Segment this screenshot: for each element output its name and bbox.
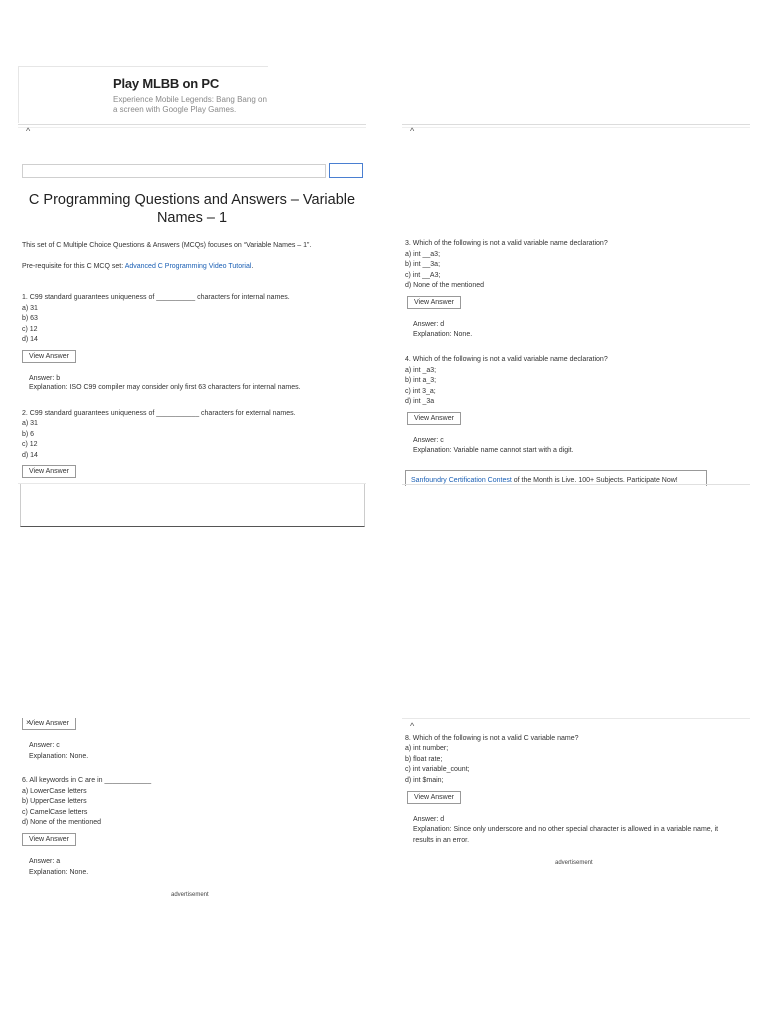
answer-6: Answer: a	[29, 858, 61, 865]
answer-5: Answer: c	[29, 742, 60, 749]
view-answer-button[interactable]: View Answer	[407, 791, 461, 804]
explanation-8-continued: results in an error.	[413, 837, 470, 844]
explanation-4: Explanation: Variable name cannot start with a digit.	[413, 447, 574, 454]
divider	[402, 718, 750, 719]
option: a) int number;	[405, 745, 449, 752]
embedded-frame	[20, 484, 365, 527]
divider	[18, 127, 366, 128]
option: a) int _a3;	[405, 367, 437, 374]
option: a) 31	[22, 305, 38, 312]
option: b) int __3a;	[405, 261, 441, 268]
option: b) UpperCase letters	[22, 798, 87, 805]
option: c) int 3_a;	[405, 388, 436, 395]
page-title: C Programming Questions and Answers – Variable Names – 1	[28, 192, 356, 226]
prerequisite-text	[22, 262, 253, 273]
explanation-1: Explanation: ISO C99 compiler may consider only first 63 characters for internal names.	[29, 384, 301, 391]
option: c) 12	[22, 441, 38, 448]
option: d) 14	[22, 452, 38, 459]
answer-1: Answer: b	[29, 375, 61, 382]
option: b) 63	[22, 315, 38, 322]
explanation-8: Explanation: Since only underscore and no other special character is allowed in a variable name, it	[413, 826, 719, 833]
explanation-3: Explanation: None.	[413, 331, 473, 338]
view-answer-button[interactable]: View Answer	[22, 350, 76, 363]
ad-description: Experience Mobile Legends: Bang Bang on a screen with Google Play Games.	[113, 95, 267, 114]
question-1: 1. C99 standard guarantees uniqueness of __________ characters for internal names.	[22, 294, 290, 301]
prerequisite-label: Pre-requisite for this C MCQ set:	[22, 263, 125, 270]
close-icon[interactable]: ×	[26, 718, 31, 727]
view-answer-button[interactable]: View Answer	[407, 412, 461, 425]
question-8: 8. Which of the following is not a valid C variable name?	[405, 735, 579, 742]
view-answer-button[interactable]: View Answer	[22, 833, 76, 846]
view-answer-button[interactable]: View Answer	[407, 296, 461, 309]
divider	[402, 124, 750, 125]
option: d) 14	[22, 336, 38, 343]
view-answer-button[interactable]: View Answer	[22, 718, 76, 730]
contest-link[interactable]: Sanfoundry Certification Contest	[411, 477, 512, 484]
option: c) int __A3;	[405, 272, 441, 279]
question-3: 3. Which of the following is not a valid variable name declaration?	[405, 240, 608, 247]
option: b) int a_3;	[405, 377, 437, 384]
answer-8: Answer: d	[413, 816, 445, 823]
ad-title[interactable]: Play MLBB on PC	[113, 76, 220, 91]
explanation-6: Explanation: None.	[29, 869, 89, 876]
divider	[402, 127, 750, 128]
option: a) 31	[22, 420, 38, 427]
chevron-up-icon[interactable]: ^	[410, 126, 415, 136]
option: d) None of the mentioned	[22, 819, 101, 826]
advertisement-label: advertisement	[171, 892, 209, 898]
option: c) 12	[22, 326, 38, 333]
answer-4: Answer: c	[413, 437, 444, 444]
intro-text: This set of C Multiple Choice Questions & Answers (MCQs) focuses on “Variable Names – 1”.	[22, 242, 312, 249]
prerequisite-suffix: .	[251, 263, 254, 270]
option: c) int variable_count;	[405, 766, 470, 773]
answer-3: Answer: d	[413, 321, 445, 328]
explanation-5: Explanation: None.	[29, 753, 89, 760]
option: b) float rate;	[405, 756, 443, 763]
advertisement-label: advertisement	[555, 860, 593, 866]
chevron-up-icon[interactable]: ^	[410, 721, 415, 731]
question-6: 6. All keywords in C are in ____________	[22, 777, 152, 784]
contest-text: of the Month is Live. 100+ Subjects. Participate Now!	[511, 477, 678, 484]
question-2: 2. C99 standard guarantees uniqueness of ___________ characters for external names.	[22, 410, 296, 417]
option: b) 6	[22, 431, 35, 438]
option: d) int _3a	[405, 398, 435, 405]
chevron-up-icon[interactable]: ^	[26, 126, 31, 136]
search-button[interactable]	[329, 163, 363, 178]
divider	[402, 484, 750, 485]
option: a) int __a3;	[405, 251, 441, 258]
option: d) int $main;	[405, 777, 444, 784]
prerequisite-link[interactable]: Advanced C Programming Video Tutorial	[124, 263, 252, 270]
option: d) None of the mentioned	[405, 282, 484, 289]
option: c) CamelCase letters	[22, 809, 88, 816]
option: a) LowerCase letters	[22, 788, 87, 795]
view-answer-button[interactable]: View Answer	[22, 465, 76, 478]
divider	[18, 124, 366, 125]
question-4: 4. Which of the following is not a valid variable name declaration?	[405, 356, 608, 363]
search-input[interactable]	[22, 164, 326, 178]
